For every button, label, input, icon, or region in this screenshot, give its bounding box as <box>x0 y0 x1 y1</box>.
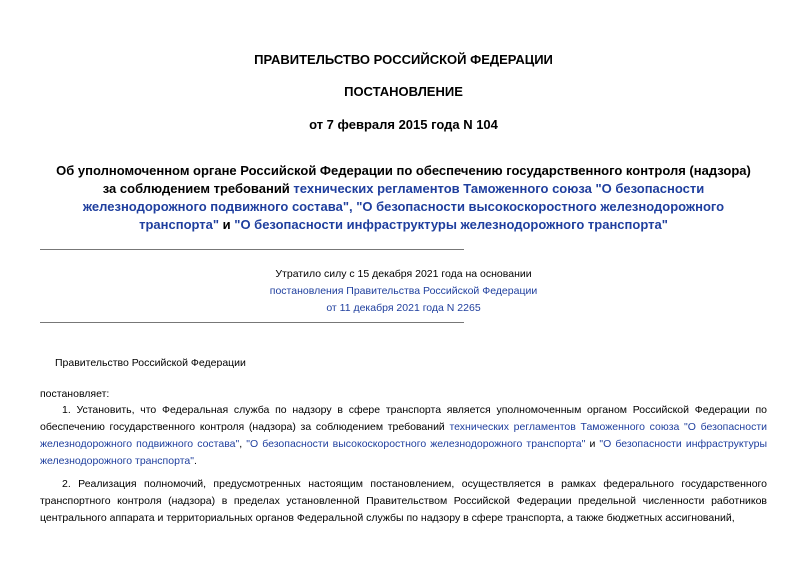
title-line-4 <box>0 216 807 234</box>
title-conjunction: и <box>219 217 235 232</box>
preamble: Правительство Российской Федерации <box>55 357 246 369</box>
divider-top <box>40 249 464 250</box>
document-title <box>0 162 807 234</box>
title-text: за соблюдением требований <box>102 181 294 196</box>
expiry-note-text: Утратило силу с 15 декабря 2021 года на основании <box>275 268 532 280</box>
infrastructure-safety-link[interactable]: "О безопасности инфраструктуры железнодорожного транспорта" <box>234 217 668 232</box>
repeal-resolution-link[interactable]: постановления Правительства Российской Федерации <box>269 285 538 297</box>
tech-regulations-link-end[interactable]: транспорта" <box>139 217 220 232</box>
title-line-2 <box>0 180 807 198</box>
tech-regulations-link[interactable]: технических регламентов Таможенного союза "О безопасности <box>293 181 705 196</box>
title-line-1: Об уполномоченном органе Российской Федерации по обеспечению государственного контроля (надзора) <box>56 163 751 178</box>
document-type: ПОСТАНОВЛЕНИЕ <box>344 84 463 99</box>
expiry-note <box>0 266 807 317</box>
divider-bottom <box>40 322 464 323</box>
high-speed-regulation-link[interactable]: "О безопасности высокоскоростного железнодорожного транспорта" <box>246 438 586 450</box>
infrastructure-regulation-link[interactable]: "О безопасности инфраструктуры железнодорожного транспорта" <box>40 438 768 467</box>
conjunction: и <box>585 438 600 450</box>
document-date-number: от 7 февраля 2015 года N 104 <box>309 117 498 132</box>
sentence-end: . <box>193 455 197 467</box>
separator: , <box>239 438 247 450</box>
issuing-authority: ПРАВИТЕЛЬСТВО РОССИЙСКОЙ ФЕДЕРАЦИИ <box>254 52 553 67</box>
paragraph-1 <box>40 402 767 470</box>
paragraph-2: 2. Реализация полномочий, предусмотренных настоящим постановлением, осуществляется в рамках федерального государственного транспортного контроля (надзора) в пределах установленной Правительством Российской Федерации предельной численности работников центрального аппарата и территориальных органов Федеральной службы по надзору в сфере транспорта, а также бюджетных ассигнований, <box>40 478 767 524</box>
tech-regulations-link-cont[interactable]: железнодорожного подвижного состава", "О безопасности высокоскоростного железнодорожного <box>82 199 725 214</box>
rolling-stock-regulation-link[interactable]: технических регламентов Таможенного союза "О безопасности железнодорожного подвижного состава" <box>40 421 767 450</box>
repeal-resolution-date-link[interactable]: от 11 декабря 2021 года N 2265 <box>326 302 481 314</box>
resolves-label: постановляет: <box>40 388 110 400</box>
paragraph-1-text: 1. Установить, что Федеральная служба по надзору в сфере транспорта является уполномоченным органом Российской Федерации по обеспечению государственного контроля (надзора) за соблюдением требований <box>40 404 767 433</box>
